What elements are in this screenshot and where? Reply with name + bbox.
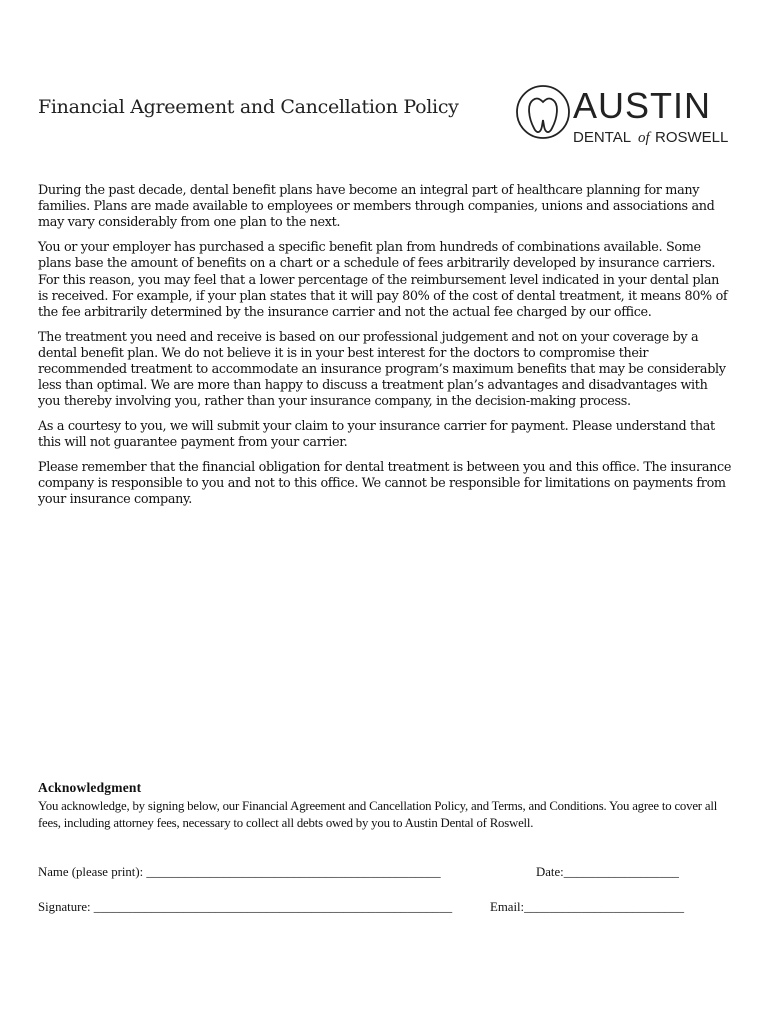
- acknowledgment-text: You acknowledge, by signing below, our Financial Agreement and Cancellation Policy, and Terms, and Conditions. You agree to cover all fees, including attorney fees, necessary to collect all debts owed by you to Austin Dental of Roswell.: [38, 799, 718, 830]
- logo-of: of: [638, 130, 650, 146]
- acknowledgment-section: [38, 780, 732, 832]
- email-field[interactable]: Email:_________________________: [490, 900, 685, 914]
- logo-austin: AUSTIN: [573, 85, 712, 126]
- page-title: Financial Agreement and Cancellation Policy: [38, 96, 459, 118]
- paragraph-purchased-plan: You or your employer has purchased a specific benefit plan from hundreds of combinations available. Some plans base the amount of benefits on a chart or a schedule of fees arbitrarily developed by insurance carriers. For this reason, you may feel that a lower percentage of the reimbursement level indicated in your dental plan is received. For example, if your plan states that it will pay 80% of the cost of dental treatment, it means 80% of the fee arbitrarily determined by the insurance carrier and not the actual fee charged by our office.: [38, 240, 728, 320]
- name-field[interactable]: Name (please print): ______________________________________________: [38, 865, 441, 879]
- tooth-icon: [517, 86, 569, 138]
- paragraph-claim-courtesy: As a courtesy to you, we will submit your claim to your insurance carrier for payment. Please understand that this will not guarantee payment from your carrier.: [38, 419, 715, 451]
- paragraph-financial-obligation: Please remember that the financial obligation for dental treatment is between you and this office. The insurance company is responsible to you and not to this office. We cannot be responsible for limitations on payments from your insurance company.: [38, 460, 732, 508]
- policy-body: [38, 183, 732, 517]
- acknowledgment-heading: Acknowledgment: [38, 780, 142, 795]
- logo-roswell: ROSWELL: [655, 129, 729, 146]
- paragraph-treatment-judgement: The treatment you need and receive is based on our professional judgement and not on your coverage by a dental benefit plan. We do not believe it is in your best interest for the doctors to compromise their recommended treatment to accommodate an insurance program’s maximum benefits that may be considerably less than optimal. We are more than happy to discuss a treatment plan’s advantages and disadvantages with you thereby involving you, rather than your insurance company, in the decision-making process.: [38, 329, 726, 410]
- logo-dental: DENTAL: [573, 129, 632, 146]
- signature-field[interactable]: Signature: ________________________________________________________: [38, 900, 453, 914]
- date-field[interactable]: Date:__________________: [536, 865, 679, 879]
- austin-dental-logo: [513, 80, 733, 150]
- paragraph-benefit-plans: During the past decade, dental benefit plans have become an integral part of healthcare planning for many families. Plans are made available to employees or members through companies, unions and associations and may vary considerably from one plan to the next.: [38, 183, 715, 231]
